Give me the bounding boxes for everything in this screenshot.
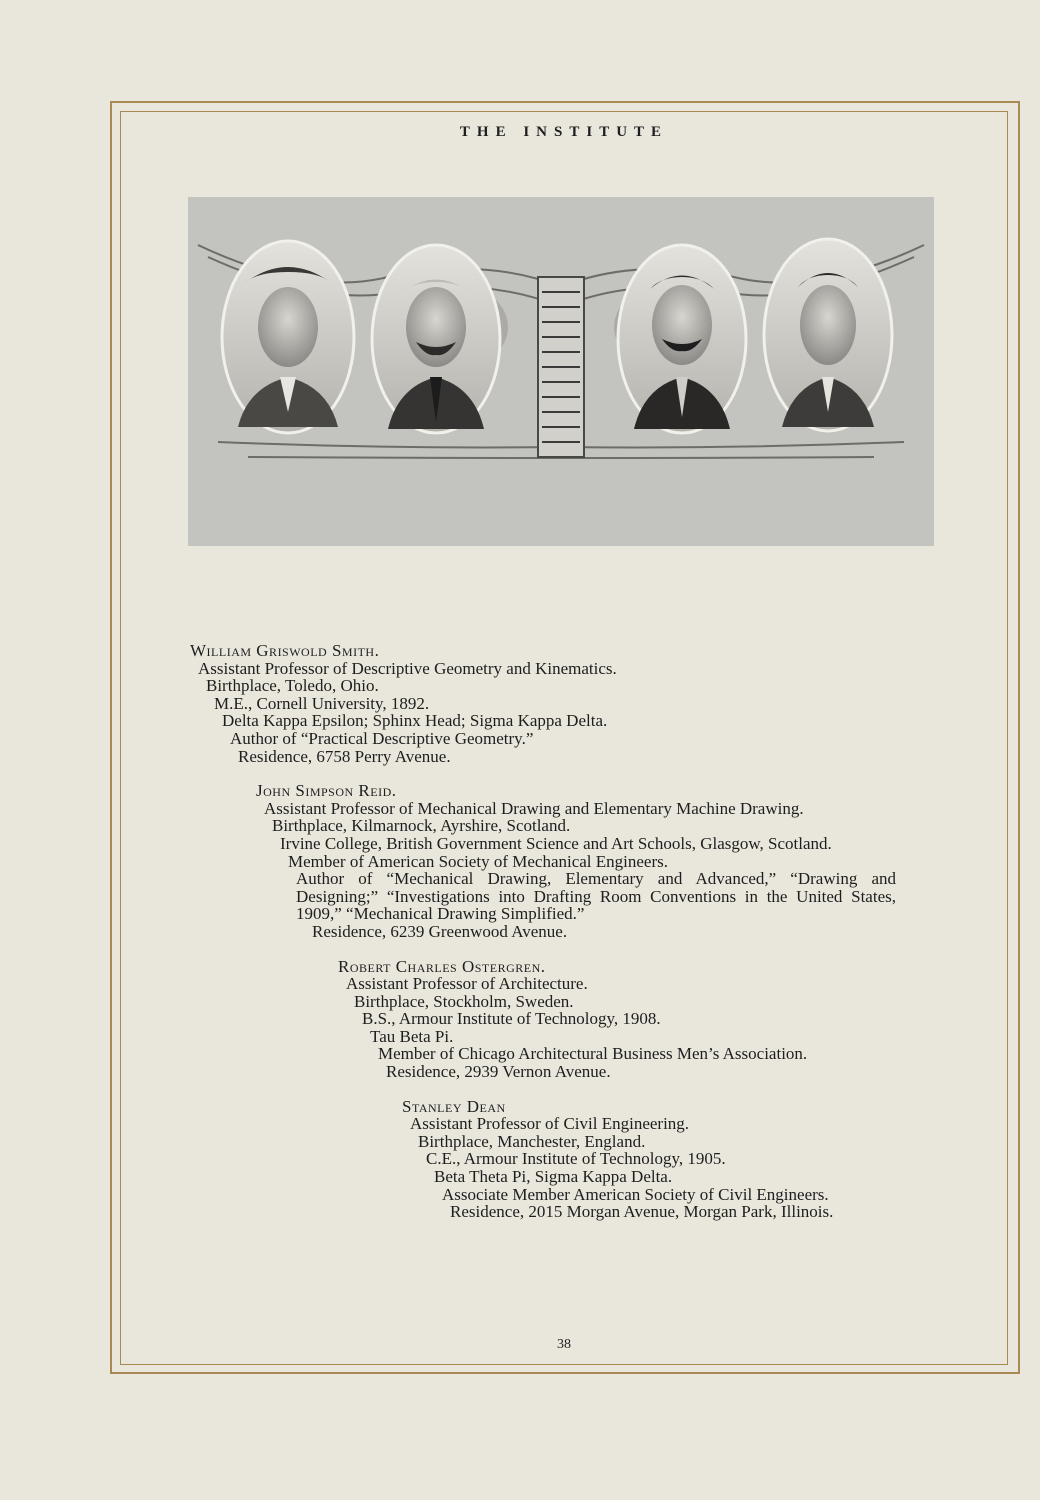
entry-name: John Simpson Reid. [256, 781, 397, 801]
portrait-oval-3 [618, 245, 746, 433]
entry-line: Author of “Mechanical Drawing, Elementary and Advanced,” “Drawing and Designing;” “Investigations into Drafting Room Conventions in the United States, 1909,” “Mechanical Drawing Simplified.” [296, 869, 896, 924]
entry-line: Residence, 6758 Perry Avenue. [238, 746, 451, 766]
entry-line: Tau Beta Pi. [370, 1026, 454, 1046]
entry-line: Author of “Practical Descriptive Geometry.” [230, 728, 534, 748]
page-number: 38 [557, 1337, 571, 1352]
entry-line: Birthplace, Toledo, Ohio. [206, 676, 379, 696]
entry-line: Beta Theta Pi, Sigma Kappa Delta. [434, 1167, 673, 1187]
entry-line: Birthplace, Stockholm, Sweden. [354, 991, 574, 1011]
entry-line: M.E., Cornell University, 1892. [214, 693, 430, 713]
portrait-oval-2 [372, 245, 500, 433]
entry-line: Member of Chicago Architectural Business Men’s Association. [378, 1044, 808, 1064]
faculty-entries [190, 642, 950, 1238]
entry-smith [190, 642, 950, 765]
entry-line: Assistant Professor of Architecture. [346, 974, 588, 994]
center-column-ornament [538, 277, 584, 457]
entry-name: William Griswold Smith. [190, 641, 380, 660]
entry-name: Robert Charles Ostergren. [338, 956, 546, 976]
portrait-oval-4 [764, 239, 892, 431]
entry-reid [190, 782, 950, 940]
entry-line: Associate Member American Society of Civil Engineers. [442, 1184, 829, 1204]
running-header: THE INSTITUTE [459, 124, 669, 140]
portrait-illustration [188, 197, 934, 546]
entry-dean [190, 1098, 950, 1221]
entry-line: Birthplace, Manchester, England. [418, 1131, 646, 1151]
entry-line: Residence, 2015 Morgan Avenue, Morgan Park, Illinois. [450, 1202, 834, 1222]
entry-line: Delta Kappa Epsilon; Sphinx Head; Sigma Kappa Delta. [222, 711, 608, 731]
entry-line: Residence, 2939 Vernon Avenue. [386, 1062, 611, 1082]
entry-name: Stanley Dean [402, 1096, 506, 1116]
entry-line: C.E., Armour Institute of Technology, 1905. [426, 1149, 726, 1169]
faculty-portrait-panel [188, 197, 934, 546]
entry-line: Assistant Professor of Descriptive Geometry and Kinematics. [198, 658, 617, 678]
entry-line: Residence, 6239 Greenwood Avenue. [312, 921, 568, 941]
entry-line: Irvine College, British Government Science and Art Schools, Glasgow, Scotland. [280, 833, 832, 853]
entry-line: Member of American Society of Mechanical Engineers. [288, 851, 669, 871]
entry-line: Birthplace, Kilmarnock, Ayrshire, Scotland. [272, 816, 571, 836]
entry-line: Assistant Professor of Mechanical Drawing and Elementary Machine Drawing. [264, 798, 804, 818]
portrait-oval-1 [222, 241, 354, 433]
entry-ostergren [190, 958, 950, 1081]
entry-line: Assistant Professor of Civil Engineering. [410, 1114, 690, 1134]
entry-line: B.S., Armour Institute of Technology, 1908. [362, 1009, 661, 1029]
